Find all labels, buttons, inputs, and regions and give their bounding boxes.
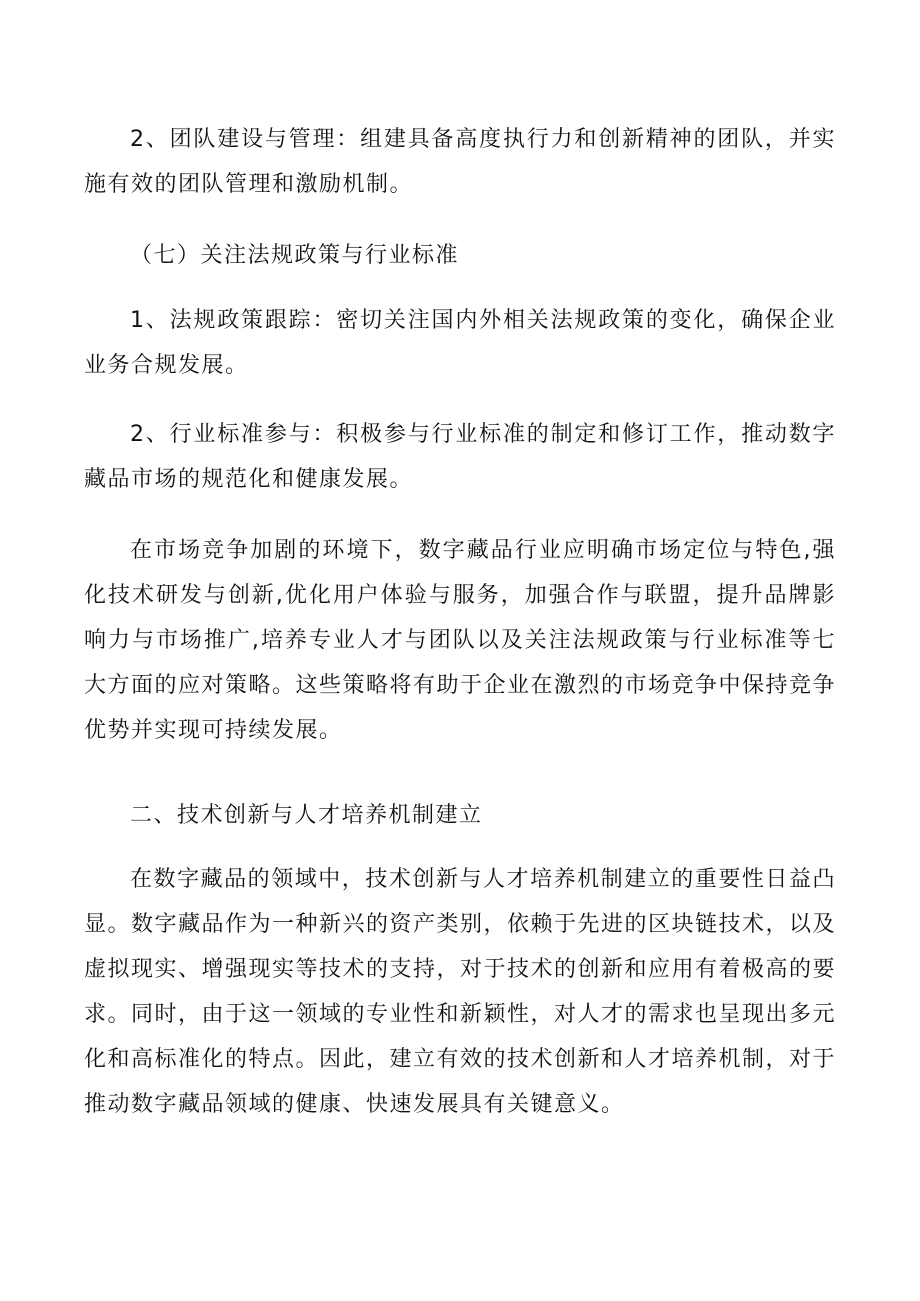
paragraph-summary: 在市场竞争加剧的环境下，数字藏品行业应明确市场定位与特色,强化技术研发与创新,优化用户体验与服务，加强合作与联盟，提升品牌影响力与市场推广,培养专业人才与团队以及关注法规政策与行业标准等七大方面的应对策略。这些策略将有助于企业在激烈的市场竞争中保持竞争优势并实现可持续发展。 <box>84 538 837 743</box>
paragraph-tech-innovation-intro: 在数字藏品的领域中，技术创新与人才培养机制建立的重要性日益凸显。数字藏品作为一种新兴的资产类别，依赖于先进的区块链技术，以及虚拟现实、增强现实等技术的支持，对于技术的创新和应用有着极高的要求。同时，由于这一领域的专业性和新颖性，对人才的需求也呈现出多元化和高标准化的特点。因此，建立有效的技术创新和人才培养机制，对于推动数字藏品领域的健康、快速发展具有关键意义。 <box>84 867 837 1117</box>
paragraph-regulation-tracking: 1、法规政策跟踪：密切关注国内外相关法规政策的变化，确保企业业务合规发展。 <box>84 308 836 378</box>
section-heading-tech-innovation: 二、技术创新与人才培养机制建立 <box>130 803 483 828</box>
paragraph-team-building: 2、团队建设与管理：组建具备高度执行力和创新精神的团队，并实施有效的团队管理和激励机制。 <box>84 127 836 197</box>
paragraph-standards-participation: 2、行业标准参与：积极参与行业标准的制定和修订工作，推动数字藏品市场的规范化和健康发展。 <box>84 422 836 492</box>
section-heading-regulations: （七）关注法规政策与行业标准 <box>130 243 460 268</box>
